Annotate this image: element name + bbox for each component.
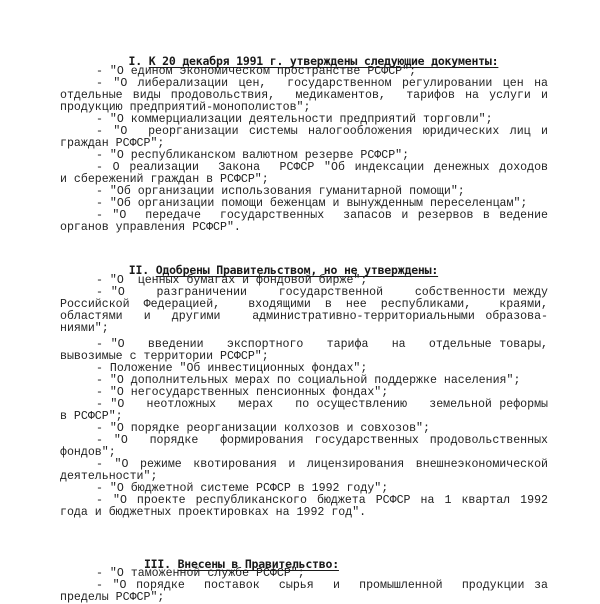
- text-line: - Положение "Об инвестиционных фондах";: [96, 362, 368, 375]
- text-line: - "О порядке поставок сырья и промышленной продукции за: [96, 579, 548, 592]
- text-line: - "О режиме квотирования и лицензирования внешнеэкономической: [96, 458, 548, 471]
- text-line: - "О порядке реорганизации колхозов и совхозов";: [96, 422, 430, 435]
- text-line: граждан РСФСР";: [60, 137, 165, 150]
- text-line: вывозимые с территории РСФСР";: [60, 350, 269, 363]
- section-1-numeral: I.: [128, 54, 142, 68]
- section-3-title: Внесены в Правительство:: [177, 557, 339, 571]
- text-line: пределы РСФСР";: [60, 591, 165, 604]
- text-line: - "О негосударственных пенсионных фондах";: [96, 386, 389, 399]
- text-line: - "О бюджетной системе РСФСР в 1992 году";: [96, 482, 389, 495]
- text-line: - "О таможенной службе РСФСР";: [96, 567, 305, 580]
- text-line: - "Об организации использования гуманитарной помощи";: [96, 185, 465, 198]
- section-2-title: Одобрены Правительством, но не утверждены:: [155, 263, 439, 277]
- section-1-title: К 20 декабря 1991 г. утверждены следующие документы:: [148, 54, 499, 68]
- text-line: отдельные виды продовольствия, медикаментов, тарифов на услуги и: [60, 89, 548, 102]
- text-line: - "О порядке формирования государственных продовольственных: [96, 434, 548, 447]
- text-line: - "О ценных бумагах и фондовой бирже";: [96, 274, 368, 287]
- text-line: продукцию предприятий-монополистов";: [60, 101, 311, 114]
- text-line: - "О коммерциализации деятельности предприятий торговли";: [96, 113, 493, 126]
- text-line: - "О республиканском валютном резерве РСФСР";: [96, 149, 410, 162]
- text-line: - "О реорганизации системы налогообложения юридических лиц и: [96, 125, 548, 138]
- section-2-numeral: II.: [128, 263, 149, 277]
- text-line: фондов";: [60, 446, 116, 459]
- text-line: - "О дополнительных мерах по социальной поддержке населения";: [96, 374, 521, 387]
- text-line: ниями";: [60, 322, 109, 335]
- text-line: года и бюджетных проектировках на 1992 год".: [60, 506, 367, 519]
- text-line: - "О передаче государственных запасов и резервов в ведение: [96, 209, 548, 222]
- text-line: - "О проекте республиканского бюджета РСФСР на 1 квартал 1992: [96, 494, 548, 507]
- text-line: в РСФСР";: [60, 410, 123, 423]
- text-line: - "Об организации помощи беженцам и вынужденным переселенцам";: [96, 197, 528, 210]
- text-line: областями и другими административно-территориальными образова-: [60, 310, 548, 323]
- text-line: - "О едином экономическом пространстве РСФСР";: [96, 65, 417, 78]
- text-line: деятельности";: [60, 470, 158, 483]
- text-line: органов управления РСФСР".: [60, 221, 241, 234]
- text-line: - О реализации Закона РСФСР "Об индексации денежных доходов: [96, 161, 548, 174]
- text-line: - "О неотложных мерах по осуществлению земельной реформы: [96, 398, 548, 411]
- text-line: и сбережений граждан в РСФСР";: [60, 173, 269, 186]
- text-line: - "О либерализации цен, государственном регулировании цен на: [96, 77, 548, 90]
- text-line: Российской Федерацией, входящими в нее республиками, краями,: [60, 298, 548, 311]
- text-line: - "О введении экспортного тарифа на отдельные товары,: [96, 338, 548, 351]
- text-line: - "О разграничении государственной собственности между: [96, 286, 548, 299]
- section-3-numeral: III.: [143, 557, 171, 571]
